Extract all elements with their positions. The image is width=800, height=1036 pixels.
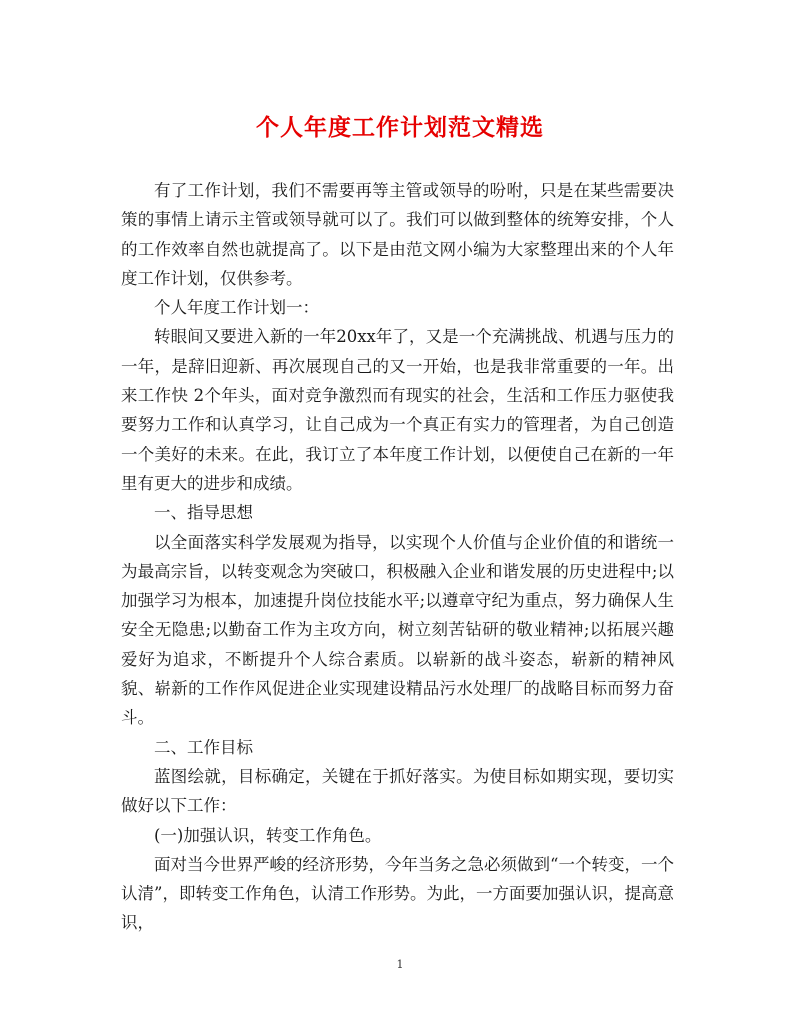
guiding-thought-paragraph: 以全面落实科学发展观为指导，以实现个人价值与企业价值的和谐统一为最高宗旨，以转变观念为突破口，积极融入企业和谐发展的历史进程中;以加强学习为根本，加速提升岗位技能水平;以遵章守纪为重点，努力确保人生安全无隐患;以勤奋工作为主攻方向，树立刻苦钻研的敬业精神;以拓展兴趣爱好为追求，不断提升个人综合素质。以崭新的战斗姿态，崭新的精神风貌、崭新的工作作风促进企业实现建设精品污水处理厂的战略目标而努力奋斗。	[121, 532, 674, 728]
plan-one-paragraph: 转眼间又要进入新的一年20xx年了，又是一个充满挑战、机遇与压力的一年，是辞旧迎新、再次展现自己的又一开始，也是我非常重要的一年。出来工作快 2个年头，面对竞争激烈而有现实的社会，生活和工作压力驱使我要努力工作和认真学习，让自己成为一个真正有实力的管理者，为自己创造一个美好的未来。在此，我订立了本年度工作计划，以便使自己在新的一年里有更大的进步和成绩。	[121, 327, 674, 493]
document-title: 个人年度工作计划范文精选	[256, 114, 544, 141]
page-number: 1	[396, 958, 404, 971]
document-body	[121, 176, 674, 938]
awareness-paragraph: 面对当今世界严峻的经济形势，今年当务之急必须做到“一个转变，一个认清”，即转变工作角色，认清工作形势。为此，一方面要加强认识，提高意识，	[121, 854, 674, 933]
plan-one-heading: 个人年度工作计划一：	[154, 298, 319, 318]
subsection-heading-awareness: (一)加强认识，转变工作角色。	[154, 825, 382, 845]
section-heading-work-goals: 二、工作目标	[154, 737, 253, 757]
work-goals-paragraph: 蓝图绘就，目标确定，关键在于抓好落实。为使目标如期实现，要切实做好以下工作：	[121, 766, 674, 816]
section-heading-guiding-thought: 一、指导思想	[154, 503, 253, 523]
intro-paragraph: 有了工作计划，我们不需要再等主管或领导的吩咐，只是在某些需要决策的事情上请示主管或领导就可以了。我们可以做到整体的统筹安排，个人的工作效率自然也就提高了。以下是由范文网小编为大家整理出来的个人年度工作计划，仅供参考。	[121, 181, 674, 288]
